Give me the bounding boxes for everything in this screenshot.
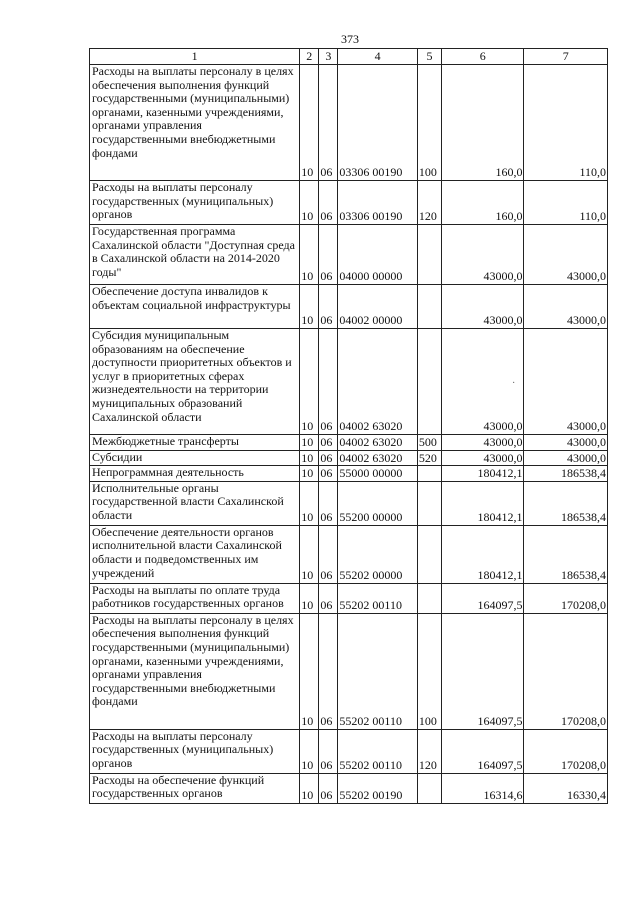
amount-year-2: 43000,0 xyxy=(524,329,608,435)
target-item-code: 04002 63020 xyxy=(338,450,417,466)
amount-year-2: 43000,0 xyxy=(524,225,608,285)
table-row xyxy=(90,181,608,225)
table-row xyxy=(90,773,608,803)
subsection-code: 06 xyxy=(319,613,338,729)
target-item-code: 04002 63020 xyxy=(338,435,417,451)
column-header: 5 xyxy=(417,49,441,65)
stray-mark: · xyxy=(512,378,516,389)
row-name: Расходы на выплаты персоналу государственных (муниципальных) органов xyxy=(90,181,300,225)
subsection-code: 06 xyxy=(319,450,338,466)
table-row xyxy=(90,583,608,613)
row-name: Расходы на выплаты персоналу в целях обеспечения выполнения функций государственными (муниципальными) органами, казенными учреждениями, органами управления государственными внебюджетными фондами xyxy=(90,65,300,181)
section-code: 10 xyxy=(300,729,319,773)
subsection-code: 06 xyxy=(319,525,338,583)
column-header: 2 xyxy=(300,49,319,65)
amount-year-1: 180412,1 xyxy=(442,481,524,525)
subsection-code: 06 xyxy=(319,729,338,773)
target-item-code: 04002 00000 xyxy=(338,285,417,329)
section-code: 10 xyxy=(300,773,319,803)
target-item-code: 55202 00110 xyxy=(338,613,417,729)
amount-year-2: 43000,0 xyxy=(524,450,608,466)
row-name: Исполнительные органы государственной власти Сахалинской области xyxy=(90,481,300,525)
table-row xyxy=(90,729,608,773)
subsection-code: 06 xyxy=(319,435,338,451)
expense-type-code xyxy=(417,225,441,285)
table-row xyxy=(90,225,608,285)
amount-year-2: 43000,0 xyxy=(524,435,608,451)
subsection-code: 06 xyxy=(319,181,338,225)
target-item-code: 55000 00000 xyxy=(338,466,417,482)
amount-year-1: 160,0 xyxy=(442,181,524,225)
section-code: 10 xyxy=(300,225,319,285)
amount-year-1: 164097,5 xyxy=(442,729,524,773)
amount-year-2: 170208,0 xyxy=(524,729,608,773)
amount-year-2: 43000,0 xyxy=(524,285,608,329)
row-name: Расходы на выплаты персоналу государственных (муниципальных) органов xyxy=(90,729,300,773)
column-header: 6 xyxy=(442,49,524,65)
section-code: 10 xyxy=(300,481,319,525)
expense-type-code xyxy=(417,583,441,613)
target-item-code: 04000 00000 xyxy=(338,225,417,285)
amount-year-2: 170208,0 xyxy=(524,583,608,613)
table-row xyxy=(90,613,608,729)
subsection-code: 06 xyxy=(319,65,338,181)
table-row xyxy=(90,285,608,329)
amount-year-2: 170208,0 xyxy=(524,613,608,729)
column-header: 4 xyxy=(338,49,417,65)
expense-type-code: 120 xyxy=(417,181,441,225)
row-name: Обеспечение деятельности органов исполнительной власти Сахалинской области и подведомственных им учреждений xyxy=(90,525,300,583)
table-row xyxy=(90,435,608,451)
expense-type-code: 120 xyxy=(417,729,441,773)
row-name: Расходы на выплаты по оплате труда работников государственных органов xyxy=(90,583,300,613)
column-header: 1 xyxy=(90,49,300,65)
section-code: 10 xyxy=(300,285,319,329)
section-code: 10 xyxy=(300,466,319,482)
target-item-code: 55202 00190 xyxy=(338,773,417,803)
row-name: Непрограммная деятельность xyxy=(90,466,300,482)
amount-year-1: 180412,1 xyxy=(442,525,524,583)
expense-type-code: 100 xyxy=(417,65,441,181)
target-item-code: 03306 00190 xyxy=(338,65,417,181)
subsection-code: 06 xyxy=(319,329,338,435)
row-name: Расходы на выплаты персоналу в целях обеспечения выполнения функций государственными (муниципальными) органами, казенными учреждениями, органами управления государственными внебюджетными фондами xyxy=(90,613,300,729)
target-item-code: 55202 00000 xyxy=(338,525,417,583)
target-item-code: 03306 00190 xyxy=(338,181,417,225)
row-name: Обеспечение доступа инвалидов к объектам социальной инфраструктуры xyxy=(90,285,300,329)
amount-year-1: 43000,0 xyxy=(442,285,524,329)
section-code: 10 xyxy=(300,583,319,613)
column-header: 7 xyxy=(524,49,608,65)
section-code: 10 xyxy=(300,329,319,435)
amount-year-2: 16330,4 xyxy=(524,773,608,803)
target-item-code: 55202 00110 xyxy=(338,583,417,613)
amount-year-2: 110,0 xyxy=(524,181,608,225)
section-code: 10 xyxy=(300,613,319,729)
subsection-code: 06 xyxy=(319,583,338,613)
row-name: Расходы на обеспечение функций государственных органов xyxy=(90,773,300,803)
amount-year-2: 186538,4 xyxy=(524,466,608,482)
amount-year-1: 43000,0 xyxy=(442,450,524,466)
table-row xyxy=(90,65,608,181)
section-code: 10 xyxy=(300,450,319,466)
target-item-code: 55202 00110 xyxy=(338,729,417,773)
table-row xyxy=(90,466,608,482)
target-item-code: 55200 00000 xyxy=(338,481,417,525)
section-code: 10 xyxy=(300,181,319,225)
expense-type-code xyxy=(417,525,441,583)
subsection-code: 06 xyxy=(319,285,338,329)
section-code: 10 xyxy=(300,65,319,181)
amount-year-1: 164097,5 xyxy=(442,583,524,613)
section-code: 10 xyxy=(300,435,319,451)
amount-year-1: 160,0 xyxy=(442,65,524,181)
expense-type-code xyxy=(417,481,441,525)
table-row xyxy=(90,481,608,525)
amount-year-1: 16314,6 xyxy=(442,773,524,803)
subsection-code: 06 xyxy=(319,225,338,285)
budget-table xyxy=(89,48,608,804)
row-name: Субсидии xyxy=(90,450,300,466)
expense-type-code xyxy=(417,285,441,329)
row-name: Государственная программа Сахалинской области "Доступная среда в Сахалинской области на 2014-2020 годы" xyxy=(90,225,300,285)
expense-type-code: 520 xyxy=(417,450,441,466)
target-item-code: 04002 63020 xyxy=(338,329,417,435)
page-number: 373 xyxy=(341,32,359,46)
amount-year-2: 186538,4 xyxy=(524,525,608,583)
amount-year-1: 164097,5 xyxy=(442,613,524,729)
subsection-code: 06 xyxy=(319,773,338,803)
section-code: 10 xyxy=(300,525,319,583)
amount-year-1: 43000,0 xyxy=(442,435,524,451)
subsection-code: 06 xyxy=(319,481,338,525)
expense-type-code xyxy=(417,466,441,482)
table-row xyxy=(90,525,608,583)
row-name: Субсидия муниципальным образованиям на обеспечение доступности приоритетных объектов и услуг в приоритетных сферах жизнедеятельности на территории муниципальных образований Сахалинской области xyxy=(90,329,300,435)
expense-type-code: 100 xyxy=(417,613,441,729)
amount-year-1: 43000,0 xyxy=(442,225,524,285)
amount-year-1: 43000,0 xyxy=(442,329,524,435)
table-row xyxy=(90,450,608,466)
expense-type-code: 500 xyxy=(417,435,441,451)
table-row xyxy=(90,329,608,435)
expense-type-code xyxy=(417,773,441,803)
column-header: 3 xyxy=(319,49,338,65)
expense-type-code xyxy=(417,329,441,435)
amount-year-2: 186538,4 xyxy=(524,481,608,525)
amount-year-1: 180412,1 xyxy=(442,466,524,482)
row-name: Межбюджетные трансферты xyxy=(90,435,300,451)
amount-year-2: 110,0 xyxy=(524,65,608,181)
header-row xyxy=(90,49,608,65)
subsection-code: 06 xyxy=(319,466,338,482)
